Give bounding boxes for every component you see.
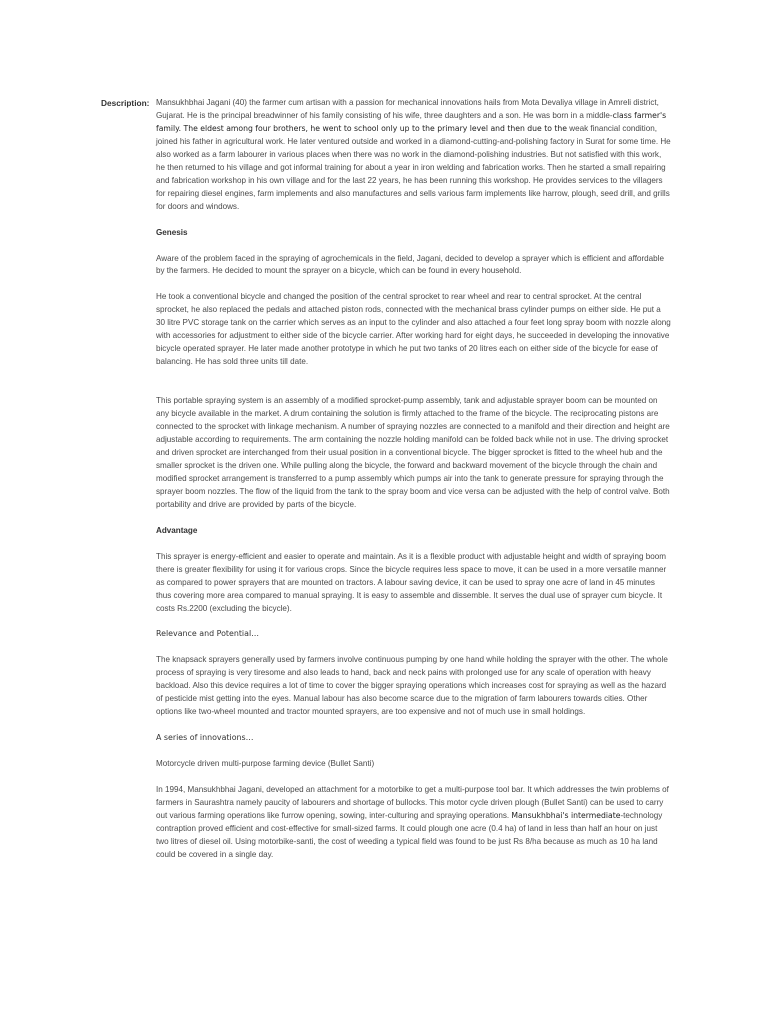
blank-gap: [156, 382, 671, 395]
series-subheading: Motorcycle driven multi-purpose farming device (Bullet Santi): [156, 759, 375, 769]
intro-text-2: class farmer's family. The eldest among four brothers, he went to school only up to the primary level and then due to the: [156, 110, 667, 133]
advantage-paragraph: This sprayer is energy-efficient and easier to operate and maintain. As it is a flexible product with adjustable height and width of spraying boom there is greater flexibility for using it for various crops. Since the bicycle requires less space to move, it can be used in a more versatile manner as compared to power sprayers that are mounted on tractors. A labour saving device, it can be used to spray one acre of land in 45 minutes thus covering more area compared to manual spraying. It is easy to assemble and dissemble. It serves the dual use of sprayer cum bicycle. It costs Rs.2200 (excluding the bicycle).: [156, 551, 667, 613]
genesis-paragraph-3: This portable spraying system is an assembly of a modified sprocket-pump assembly, tank and adjustable sprayer boom can be mounted on any bicycle available in the market. A drum containing the solution is firmly attached to the frame of the bicycle. The reciprocating pistons are connected to the sprocket with linkage mechanism. A number of spraying nozzles are connected to a manifold and their direction and height are adjustable according to requirements. The arm containing the nozzle holding manifold can be folded back while not in use. The driving sprocket and driven sprocket are interchanged from their usual position in a conventional bicycle. The bigger sprocket is fitted to the wheel hub and the smaller sprocket is the driven one. While pulling along the bicycle, the forward and backward movement of the bicycle through the chain and modified sprocket arrangement is transferred to a pump assembly which pumps air into the tank to generate pressure for spraying through the sprayer boom nozzles. The flow of the liquid from the tank to the spray boom and vice versa can be adjusted with the help of control valve. Both portability and drive are provided by parts of the bicycle.: [156, 396, 670, 509]
document-body: [156, 97, 671, 875]
series-text-2: Mansukhbhai's intermediate: [511, 810, 621, 820]
series-heading: A series of innovations…: [156, 733, 254, 743]
series-text-3: -technology contraption proved efficient and cost-effective for small-sized farms. It could plough one acre (0.4 ha) of land in less than half an hour on just two litres of diesel oil. Using motorbike-santi, the cost of weeding a typical field was found to be just Rs 8/ha because as much as 10 ha land could be covered in a single day.: [156, 810, 663, 859]
description-label: Description:: [101, 98, 150, 108]
advantage-heading: Advantage: [156, 525, 198, 535]
series-text-1: In 1994, Mansukhbhai Jagani, developed an attachment for a motorbike to get a multi-purpose tool bar. It which addresses the twin problems of farmers in Saurashtra namely paucity of labourers and shortage of bullocks. This motor cycle driven plough (Bullet Santi) can be used to carry out various farming operations like furrow opening, sowing, inter-culturing and spraying operations.: [156, 785, 669, 820]
relevance-heading: Relevance and Potential…: [156, 629, 260, 639]
intro-text-1: Mansukhbhai Jagani (40) the farmer cum artisan with a passion for mechanical innovations hails from Mota Devaliya village in Amreli district, Gujarat. He is the principal breadwinner of his family consisting of his wife, three daughters and a son. He was born in a middle-: [156, 98, 659, 120]
genesis-heading: Genesis: [156, 227, 188, 237]
relevance-paragraph: The knapsack sprayers generally used by farmers involve continuous pumping by one hand while holding the sprayer with the other. The whole process of spraying is very tiresome and also leads to hand, back and neck pains with prolonged use for any scale of operation with heavy backload. Also this device requires a lot of time to cover the bigger spraying operations which increases cost for spraying as well as the hazard of pesticide mist getting into the eyes. Manual labour has also become scarce due to the migration of farm labourers towards cities. Other options like two-wheel mounted and tractor mounted sprayers, are too expensive and not of much use in small holdings.: [156, 655, 668, 717]
series-paragraph: [156, 784, 671, 862]
genesis-paragraph-1: Aware of the problem faced in the spraying of agrochemicals in the field, Jagani, decided to develop a sprayer which is efficient and affordable by the farmers. He decided to mount the sprayer on a bicycle, which can be found in every household.: [156, 253, 664, 276]
genesis-paragraph-2: He took a conventional bicycle and changed the position of the central sprocket to rear wheel and rear to central sprocket. At the central sprocket, he also replaced the pedals and attached piston rods, connected with the mechanical brass cylinder pumps on either side. He put a 30 litre PVC storage tank on the carrier which serves as an input to the cylinder and also attached a four feet long spray boom with nozzle along with accessories for adjustment to either side of the bicycle carrier. After working hard for eight days, he succeeded in developing the innovative bicycle operated sprayer. He later made another prototype in which he put two tanks of 20 litres each on either side of the bicycle for ease of balancing. He has sold three units till date.: [156, 292, 671, 367]
intro-paragraph: [156, 97, 671, 214]
intro-text-3: weak financial condition, joined his father in agricultural work. He later ventured outside and worked in a diamond-cutting-and-polishing factory in Surat for some time. He also worked as a farm labourer in various places when there was no work in the diamond-polishing industries. But not satisfied with this work, he then returned to his village and got informal training for about a year in iron welding and fabrication works. Then he started a small repairing and fabrication workshop in his own village and for the last 22 years, he has been running this workshop. He provides services to the villagers for repairing diesel engines, farm implements and also manufactures and sells various farm implements like harrow, plough, seed drill, and grills for doors and windows.: [156, 123, 671, 211]
